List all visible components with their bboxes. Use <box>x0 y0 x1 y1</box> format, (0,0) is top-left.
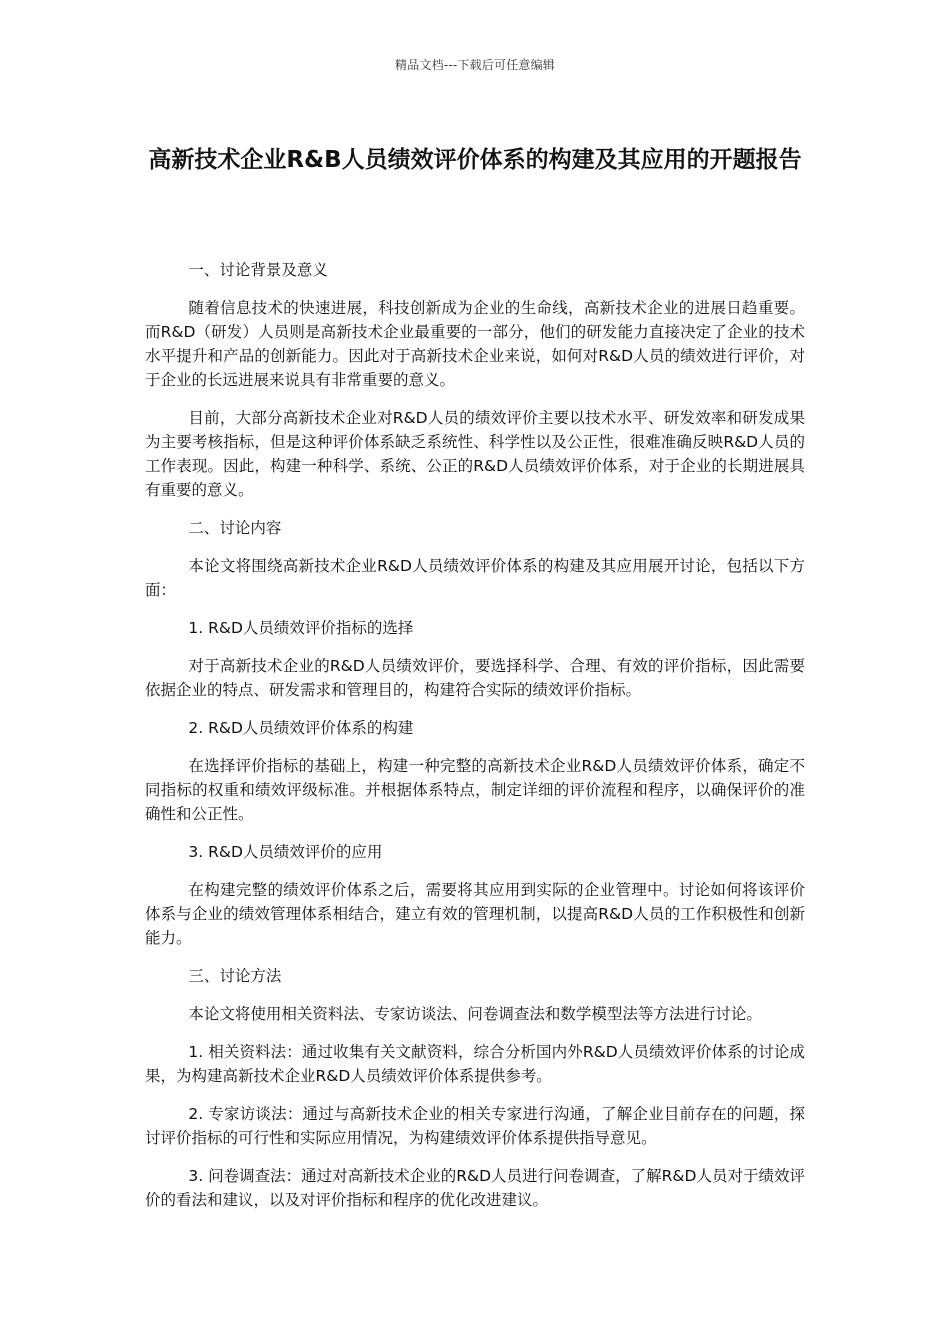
paragraph: 在选择评价指标的基础上，构建一种完整的高新技术企业R&D人员绩效评价体系，确定不同指标的权重和绩效评级标准。并根据体系特点，制定详细的评价流程和程序，以确保评价的准确性和公正性。 <box>145 757 805 823</box>
method-item: 2. 专家访谈法：通过与高新技术企业的相关专家进行沟通，了解企业目前存在的问题，探讨评价指标的可行性和实际应用情况，为构建绩效评价体系提供指导意见。 <box>145 1105 805 1147</box>
method-item: 1. 相关资料法：通过收集有关文献资料，综合分析国内外R&D人员绩效评价体系的讨论成果，为构建高新技术企业R&D人员绩效评价体系提供参考。 <box>145 1043 805 1085</box>
paragraph: 目前，大部分高新技术企业对R&D人员的绩效评价主要以技术水平、研发效率和研发成果为主要考核指标，但是这种评价体系缺乏系统性、科学性以及公正性，很难准确反映R&D人员的工作表现。因此，构建一种科学、系统、公正的R&D人员绩效评价体系，对于企业的长期进展具有重要的意义。 <box>145 409 805 499</box>
subheading-system-construction: 2. R&D人员绩效评价体系的构建 <box>188 719 414 737</box>
subheading-indicator-selection: 1. R&D人员绩效评价指标的选择 <box>188 619 414 637</box>
document-body <box>145 258 805 1226</box>
section-heading-methods: 三、讨论方法 <box>188 967 282 985</box>
paragraph: 在构建完整的绩效评价体系之后，需要将其应用到实际的企业管理中。讨论如何将该评价体系与企业的绩效管理体系相结合，建立有效的管理机制，以提高R&D人员的工作积极性和创新能力。 <box>145 881 805 947</box>
method-item: 3. 问卷调查法：通过对高新技术企业的R&D人员进行问卷调查，了解R&D人员对于绩效评价的看法和建议，以及对评价指标和程序的优化改进建议。 <box>145 1167 805 1209</box>
section-heading-content: 二、讨论内容 <box>188 519 282 537</box>
subheading-evaluation-application: 3. R&D人员绩效评价的应用 <box>188 843 383 861</box>
paragraph: 本论文将围绕高新技术企业R&D人员绩效评价体系的构建及其应用展开讨论，包括以下方面： <box>145 557 805 599</box>
paragraph: 本论文将使用相关资料法、专家访谈法、问卷调查法和数学模型法等方法进行讨论。 <box>188 1005 762 1023</box>
document-title: 高新技术企业R&B人员绩效评价体系的构建及其应用的开题报告 <box>148 147 802 173</box>
paragraph: 随着信息技术的快速进展，科技创新成为企业的生命线，高新技术企业的进展日趋重要。而R&D（研发）人员则是高新技术企业最重要的一部分，他们的研发能力直接决定了企业的技术水平提升和产品的创新能力。因此对于高新技术企业来说，如何对R&D人员的绩效进行评价，对于企业的长远进展来说具有非常重要的意义。 <box>145 299 805 389</box>
page-header: 精品文档---下载后可任意编辑 <box>395 58 555 72</box>
paragraph: 对于高新技术企业的R&D人员绩效评价，要选择科学、合理、有效的评价指标，因此需要依据企业的特点、研发需求和管理目的，构建符合实际的绩效评价指标。 <box>145 657 805 699</box>
section-heading-background: 一、讨论背景及意义 <box>188 261 328 279</box>
